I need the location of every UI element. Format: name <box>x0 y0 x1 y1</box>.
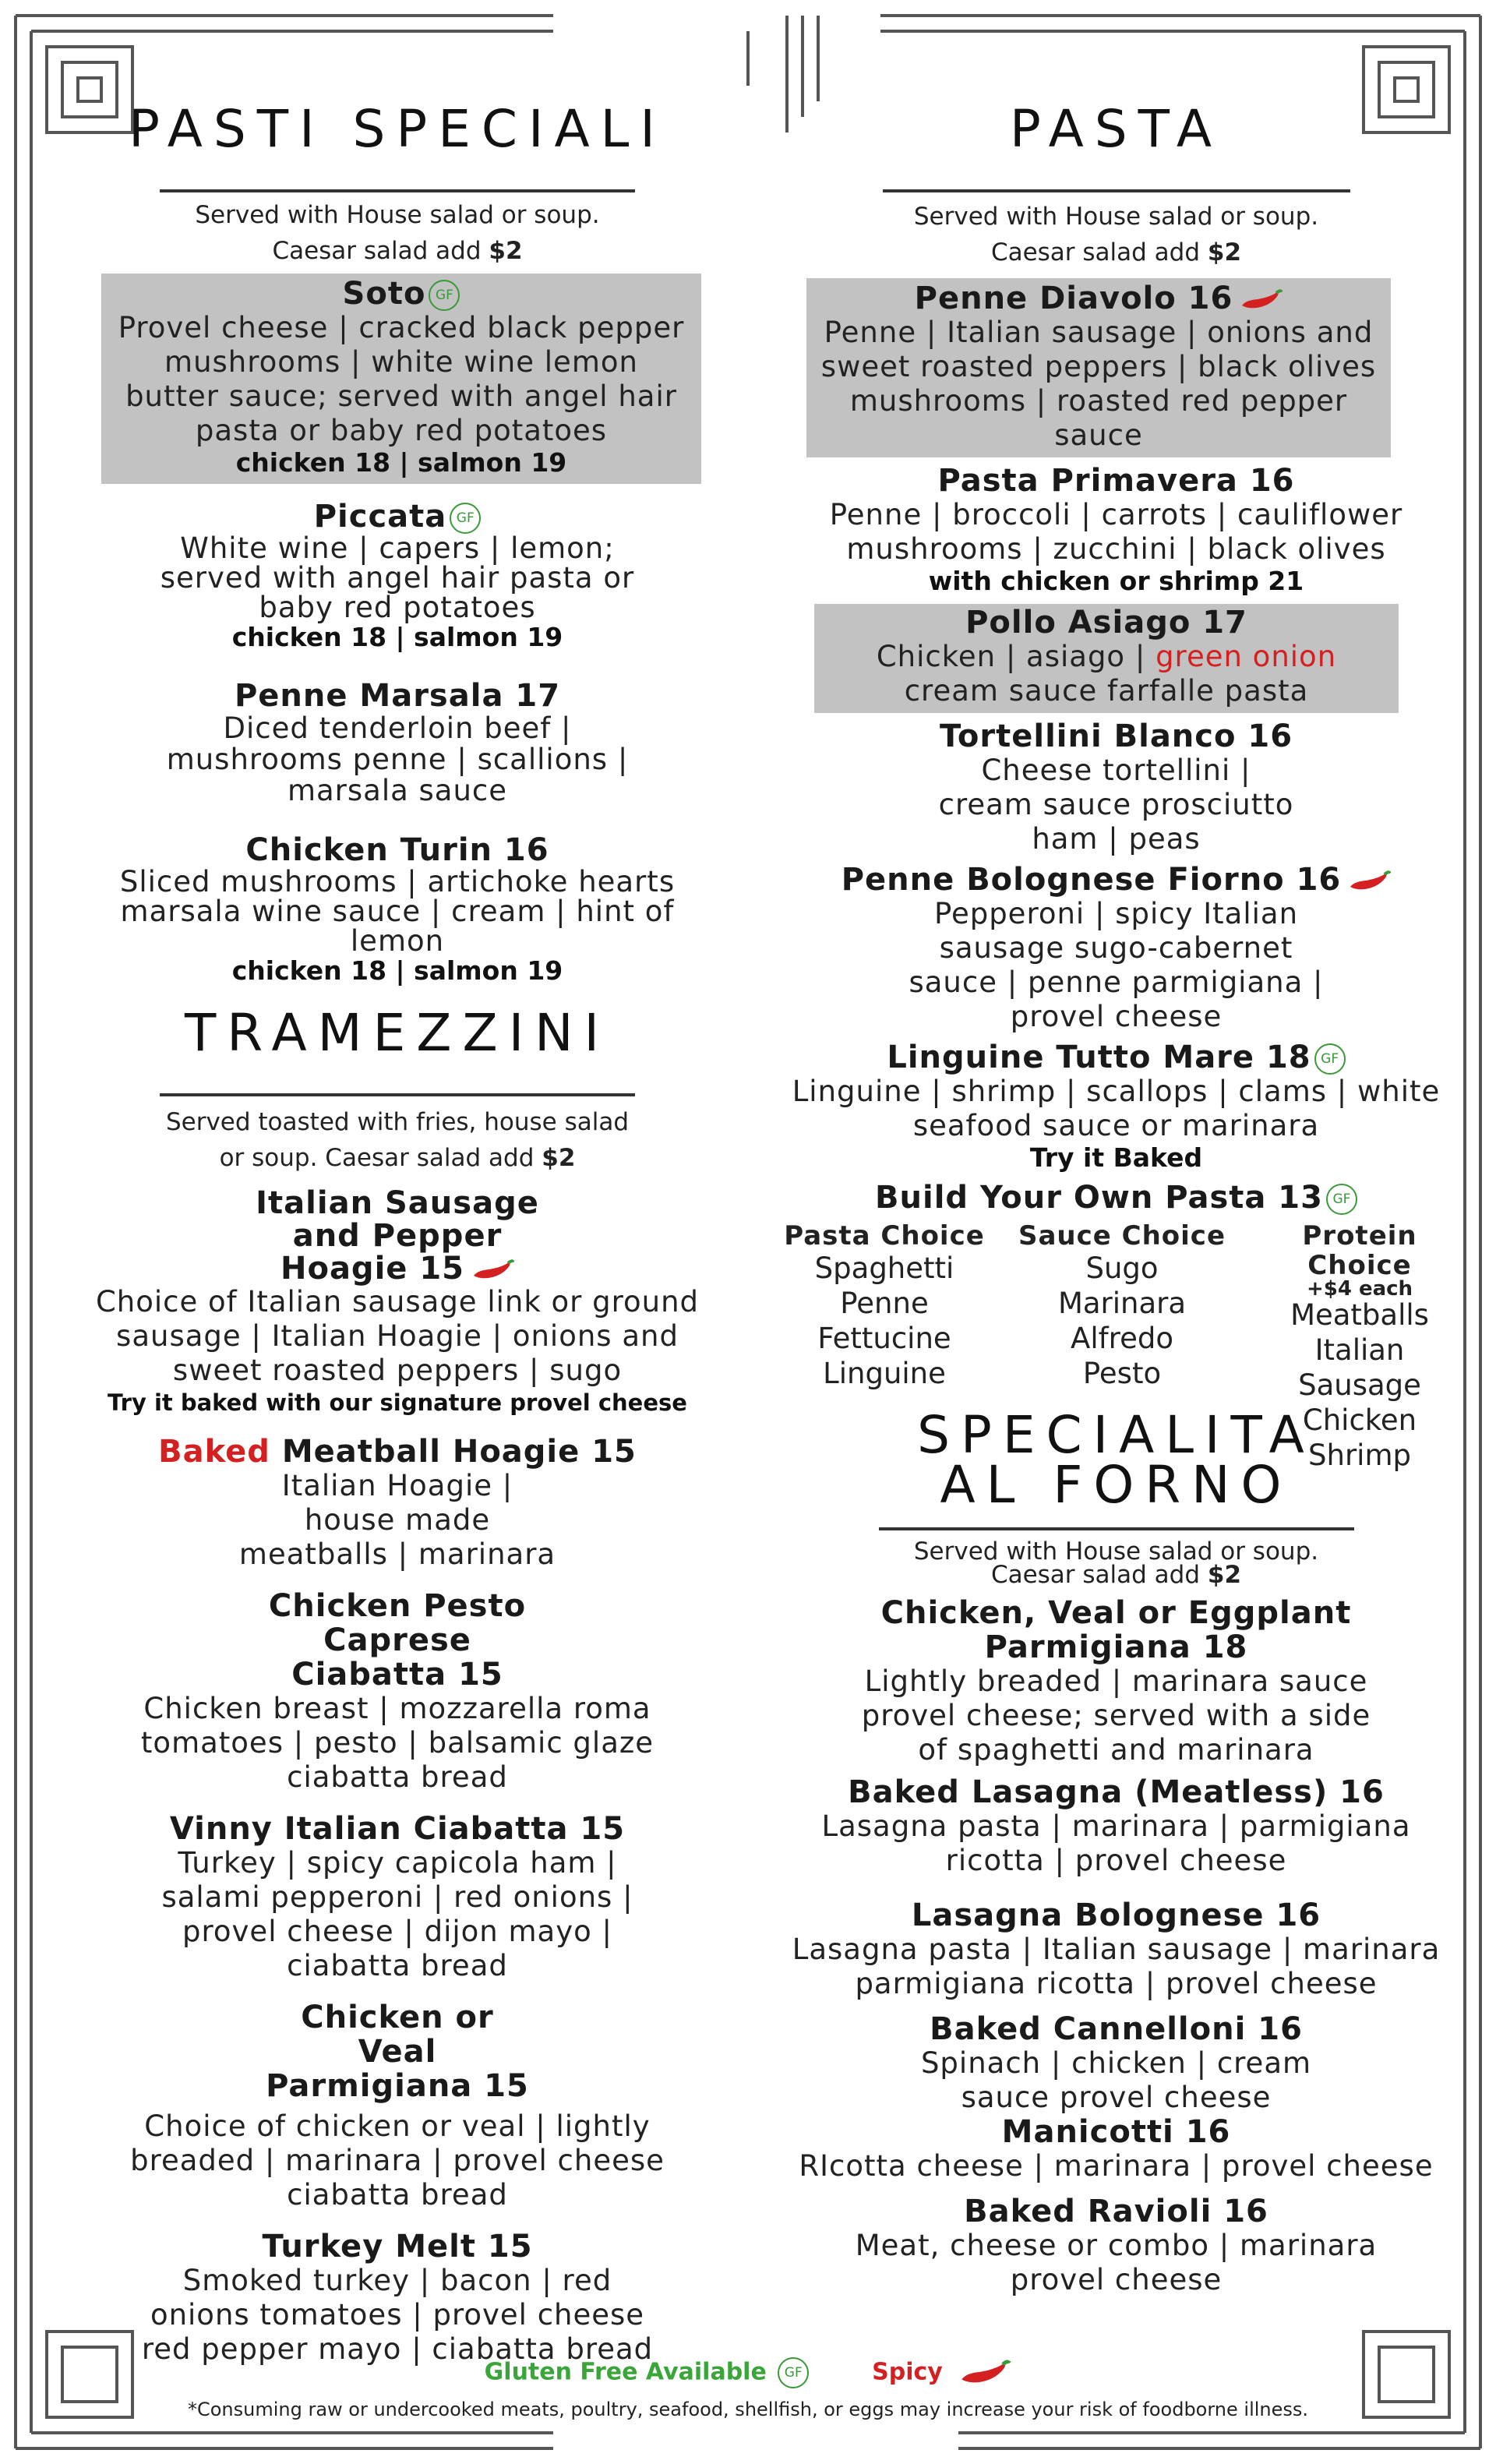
section-divider <box>160 189 635 192</box>
section-title: PASTI SPECIALI <box>129 99 666 159</box>
byo-option: Linguine <box>823 1356 946 1390</box>
item-description: Diced tenderloin beef | mushrooms penne | scallions | marsala sauce <box>166 711 629 807</box>
note-line: or soup. Caesar salad add <box>219 1143 535 1172</box>
note-price: $2 <box>1207 238 1242 267</box>
section-title-line: AL FORNO <box>940 1455 1293 1515</box>
chili-pepper-icon <box>1239 288 1283 312</box>
item-description: Cheese tortellini | cream sauce prosciutto ham | peas <box>938 753 1294 856</box>
byo-option: Spaghetti <box>814 1251 954 1285</box>
section-note <box>791 1537 1441 1589</box>
section-note <box>78 1104 717 1176</box>
item-name: Chicken, Veal or Eggplant Parmigiana 18 <box>880 1595 1352 1665</box>
byo-option: Alfredo <box>1071 1321 1173 1355</box>
item-description: Meat, cheese or combo | marinara provel cheese <box>855 2229 1378 2296</box>
section-title <box>791 1405 1441 1515</box>
note-line: Caesar salad add <box>990 1561 1201 1589</box>
item-description: Lightly breaded | marinara sauce provel cheese; served with a side of spaghetti and marinara <box>861 1664 1371 1767</box>
item-description: Lasagna pasta | Italian sausage | marinara parmigiana ricotta | provel cheese <box>792 1933 1441 2000</box>
menu-item <box>78 2000 717 2212</box>
item-description: White wine | capers | lemon; served with angel hair pasta or baby red potatoes <box>160 531 635 624</box>
section-divider <box>883 189 1350 192</box>
byo-option: Chicken <box>1302 1403 1417 1437</box>
item-name: Meatball Hoagie 15 <box>270 1433 637 1470</box>
note-line: Served toasted with fries, house salad <box>165 1107 630 1136</box>
item-description: Linguine | shrimp | scallops | clams | white seafood sauce or marinara <box>792 1074 1441 1142</box>
note-line: Served with House salad or soup. <box>913 1537 1319 1566</box>
item-description: RIcotta cheese | marinara | provel cheese <box>799 2149 1434 2183</box>
menu-item <box>791 2012 1441 2115</box>
item-name: Build Your Own Pasta 13 <box>875 1179 1323 1216</box>
food-safety-disclaimer: *Consuming raw or undercooked meats, poultry, seafood, shellfish, or eggs may increase your risk of foodborne illness. <box>187 2399 1309 2420</box>
menu-item <box>791 1898 1441 2001</box>
menu-item <box>78 2229 717 2367</box>
section-divider <box>160 1093 635 1096</box>
legend-spicy-label: Spicy <box>872 2358 943 2386</box>
menu-item <box>78 1589 717 1795</box>
menu-item <box>791 863 1441 1034</box>
item-name: Soto <box>342 275 426 312</box>
item-name: Chicken or Veal Parmigiana 15 <box>266 1999 529 2104</box>
gluten-free-icon: GF <box>1326 1184 1357 1215</box>
item-description: Chicken | asiago | <box>876 639 1156 673</box>
item-name: Manicotti 16 <box>1001 2114 1231 2150</box>
note-price: $2 <box>489 236 523 265</box>
menu-item <box>791 1040 1441 1173</box>
menu-item <box>78 833 717 986</box>
item-description: Choice of chicken or veal | lightly breaded | marinara | provel cheese ciabatta bread <box>130 2109 665 2212</box>
menu-item <box>78 1435 717 1572</box>
note-line: Caesar salad add <box>272 236 482 265</box>
section-title-line: SPECIALITA <box>917 1405 1315 1465</box>
note-price: $2 <box>1207 1561 1242 1589</box>
tramezzini-section <box>78 1005 717 2367</box>
item-name: Lasagna Bolognese 16 <box>911 1897 1321 1933</box>
item-description: cream sauce farfalle pasta <box>904 673 1309 708</box>
item-name: Pollo Asiago 17 <box>965 604 1247 641</box>
menu-item <box>78 679 717 807</box>
chili-pepper-icon <box>957 2359 1011 2387</box>
item-description: Spinach | chicken | cream sauce provel cheese <box>920 2046 1312 2114</box>
specialita-al-forno-section <box>791 1405 1441 2297</box>
item-name: Italian Sausage and Pepper Hoagie 15 <box>256 1184 539 1287</box>
menu-item <box>791 2194 1441 2297</box>
gluten-free-icon: GF <box>450 503 481 534</box>
byo-column-header: Protein Choice <box>1302 1220 1417 1281</box>
item-description: Provel cheese | cracked black pepper mushrooms | white wine lemon butter sauce; served with angel hair pasta or baby red potatoes <box>118 310 685 447</box>
menu-item <box>791 719 1441 856</box>
menu-item <box>791 2115 1441 2183</box>
legend <box>0 2357 1496 2388</box>
menu-item <box>806 278 1391 457</box>
byo-column-header: Pasta Choice <box>784 1220 985 1251</box>
menu-item <box>791 1775 1441 1878</box>
item-description: Sliced mushrooms | artichoke hearts marsala wine sauce | cream | hint of lemon <box>119 864 676 958</box>
pasta-section <box>784 99 1441 1473</box>
item-price: chicken 18 | salmon 19 <box>231 955 563 986</box>
item-description: Choice of Italian sausage link or ground sausage | Italian Hoagie | onions and sweet roasted peppers | sugo <box>95 1284 700 1387</box>
item-description: Smoked turkey | bacon | red onions tomatoes | provel cheese red pepper mayo | ciabatta bread <box>141 2263 654 2366</box>
byo-option: Sugo <box>1085 1251 1159 1285</box>
section-title: PASTA <box>1010 99 1223 159</box>
section-note <box>78 197 717 269</box>
item-name: Chicken Turin 16 <box>245 831 549 868</box>
chili-pepper-icon <box>1347 870 1391 893</box>
note-line: Served with House salad or soup. <box>195 200 600 229</box>
item-description: Chicken breast | mozzarella roma tomatoes | pesto | balsamic glaze ciabatta bread <box>140 1691 654 1794</box>
menu-item <box>101 274 701 484</box>
item-description-highlight: green onion <box>1156 639 1337 673</box>
item-name: Pasta Primavera 16 <box>937 462 1295 499</box>
item-description: Lasagna pasta | marinara | parmigiana ricotta | provel cheese <box>821 1809 1411 1877</box>
item-description: Penne | Italian sausage | onions and sweet roasted peppers | black olives mushrooms | roasted red pepper sauce <box>820 315 1377 452</box>
item-name-prefix: Baked <box>158 1433 270 1470</box>
item-name: Linguine Tutto Mare 18 <box>887 1039 1311 1075</box>
item-note: Try it Baked <box>1029 1142 1203 1173</box>
menu-item <box>78 1184 717 1417</box>
item-name: Chicken Pesto Caprese Ciabatta 15 <box>268 1587 527 1693</box>
item-name: Piccata <box>313 498 447 535</box>
menu-item <box>814 604 1399 713</box>
byo-option: Marinara <box>1057 1286 1187 1320</box>
item-note: Try it baked with our signature provel cheese <box>108 1389 687 1416</box>
item-name: Vinny Italian Ciabatta 15 <box>169 1810 626 1847</box>
item-description: Turkey | spicy capicola ham | salami pepperoni | red onions | provel cheese | dijon mayo | ciabatta bread <box>161 1845 633 1982</box>
byo-column-note: +$4 each <box>1306 1276 1413 1301</box>
gluten-free-icon: GF <box>429 280 460 311</box>
byo-option: Fettucine <box>817 1321 951 1355</box>
item-name: Penne Bolognese Fiorno 16 <box>841 861 1342 898</box>
note-price: $2 <box>542 1143 576 1172</box>
item-description: Pepperoni | spicy Italian sausage sugo-cabernet sauce | penne parmigiana | provel cheese <box>909 896 1324 1033</box>
item-name: Baked Lasagna (Meatless) 16 <box>848 1774 1385 1810</box>
gluten-free-icon: GF <box>1314 1043 1346 1075</box>
gluten-free-icon: GF <box>778 2357 809 2388</box>
byo-column-header: Sauce Choice <box>1018 1220 1226 1251</box>
item-name: Baked Ravioli 16 <box>964 2194 1268 2229</box>
byo-option: Meatballs <box>1290 1297 1429 1332</box>
byo-option: Shrimp <box>1308 1438 1411 1472</box>
legend-gluten-free-label: Gluten Free Available <box>484 2358 767 2386</box>
item-price: chicken 18 | salmon 19 <box>231 621 563 652</box>
item-description: Italian Hoagie | house made meatballs | marinara <box>238 1468 556 1571</box>
item-name: Penne Diavolo 16 <box>914 280 1233 316</box>
byo-option: Italian Sausage <box>1298 1333 1421 1402</box>
item-name: Tortellini Blanco 16 <box>939 718 1293 754</box>
menu-item <box>791 1596 1441 1767</box>
note-line: Caesar salad add <box>990 238 1201 267</box>
item-name: Turkey Melt 15 <box>262 2228 533 2265</box>
menu-item <box>78 500 717 652</box>
item-price: with chicken or shrimp 21 <box>928 565 1304 596</box>
item-description: Penne | broccoli | carrots | cauliflower mushrooms | zucchini | black olives <box>829 497 1403 566</box>
section-note <box>791 199 1441 270</box>
item-price: chicken 18 | salmon 19 <box>235 447 567 478</box>
note-line: Served with House salad or soup. <box>913 202 1319 231</box>
pasti-speciali-section <box>78 101 717 986</box>
section-divider <box>879 1527 1354 1530</box>
item-name: Penne Marsala 17 <box>234 677 561 714</box>
menu-item <box>791 464 1441 596</box>
section-title: TRAMEZZINI <box>184 1003 611 1063</box>
chili-pepper-icon <box>471 1258 514 1282</box>
menu-item <box>78 1812 717 1983</box>
item-name: Baked Cannelloni 16 <box>930 2011 1303 2047</box>
byo-option: Penne <box>840 1286 929 1320</box>
byo-option: Pesto <box>1082 1356 1162 1390</box>
